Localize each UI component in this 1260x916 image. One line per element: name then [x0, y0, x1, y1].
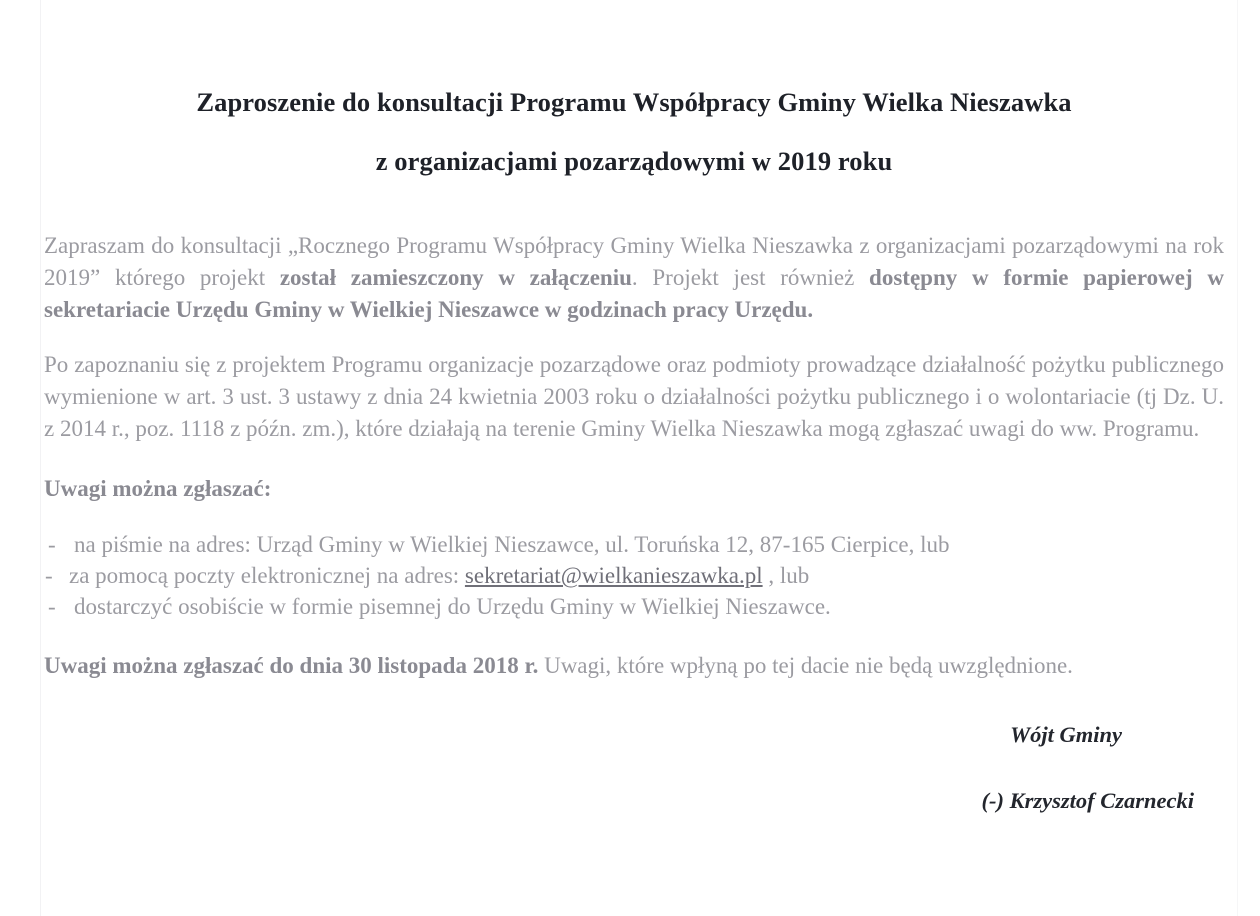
- page-title: [44, 0, 1224, 178]
- bullet-dash-icon: -: [45, 563, 53, 589]
- intro-paragraph: [44, 230, 1224, 326]
- list-item: [44, 529, 1224, 560]
- signature-name: (-) Krzysztof Czarnecki: [981, 788, 1194, 814]
- channel-email-text-before: za pomocą poczty elektronicznej na adres:: [69, 563, 465, 589]
- channel-postal-text: na piśmie na adres: Urząd Gminy w Wielkiej Nieszawce, ul. Toruńska 12, 87-165 Cierpice, lub: [74, 532, 950, 558]
- channel-email-text-after: , lub: [762, 563, 810, 589]
- channel-in-person-text: dostarczyć osobiście w formie pisemnej do Urzędu Gminy w Wielkiej Nieszawce.: [74, 594, 831, 620]
- intro-text-part-2: . Projekt jest również: [631, 265, 870, 291]
- legal-basis-paragraph: Po zapoznaniu się z projektem Programu organizacje pozarządowe oraz podmioty prowadzące działalność pożytku publicznego wymienione w art. 3 ust. 3 ustawy z dnia 24 kwietnia 2003 roku o działalności pożytku publicznego i o wolontariacie (tj Dz. U. z 2014 r., poz. 1118 z późn. zm.), które działają na terenie Gminy Wielka Nieszawka mogą zgłaszać uwagi do ww. Programu.: [44, 352, 1224, 442]
- deadline-bold-date: Uwagi można zgłaszać do dnia 30 listopada 2018 r.: [44, 653, 539, 679]
- scan-artifact-right-line: [1237, 0, 1238, 916]
- intro-bold-attachment: został zamieszczony w załączeniu: [279, 265, 632, 291]
- email-link[interactable]: sekretariat@wielkanieszawka.pl: [464, 563, 763, 589]
- list-item: [44, 560, 1224, 591]
- bullet-dash-icon: -: [48, 532, 56, 558]
- submission-channels-list: [44, 529, 1224, 622]
- channels-heading: Uwagi można zgłaszać:: [44, 476, 272, 502]
- scan-artifact-left-line: [40, 0, 41, 916]
- intro-bold-paper-copy: dostępny w formie papierowej w sekretariacie Urzędu Gminy w Wielkiej Nieszawce w godzinach pracy Urzędu.: [44, 265, 1224, 323]
- list-item: [44, 591, 1224, 622]
- page-title-line-1: Zaproszenie do konsultacji Programu Współpracy Gminy Wielka Nieszawka: [196, 87, 1072, 117]
- bullet-dash-icon: -: [48, 594, 56, 620]
- page-title-line-2: z organizacjami pozarządowymi w 2019 roku: [375, 146, 893, 177]
- deadline-paragraph: [44, 650, 1224, 682]
- deadline-rest-text: Uwagi, które wpłyną po tej dacie nie będą uwzględnione.: [538, 653, 1073, 679]
- signature-role: Wójt Gminy: [1010, 722, 1122, 748]
- signature-block: [44, 722, 1224, 814]
- document-content: [44, 0, 1224, 814]
- intro-text-part-1: Zapraszam do konsultacji „Rocznego Programu Współpracy Gminy Wielka Nieszawka z organizacjami pozarządowymi na rok 2019” którego projekt: [44, 233, 1224, 291]
